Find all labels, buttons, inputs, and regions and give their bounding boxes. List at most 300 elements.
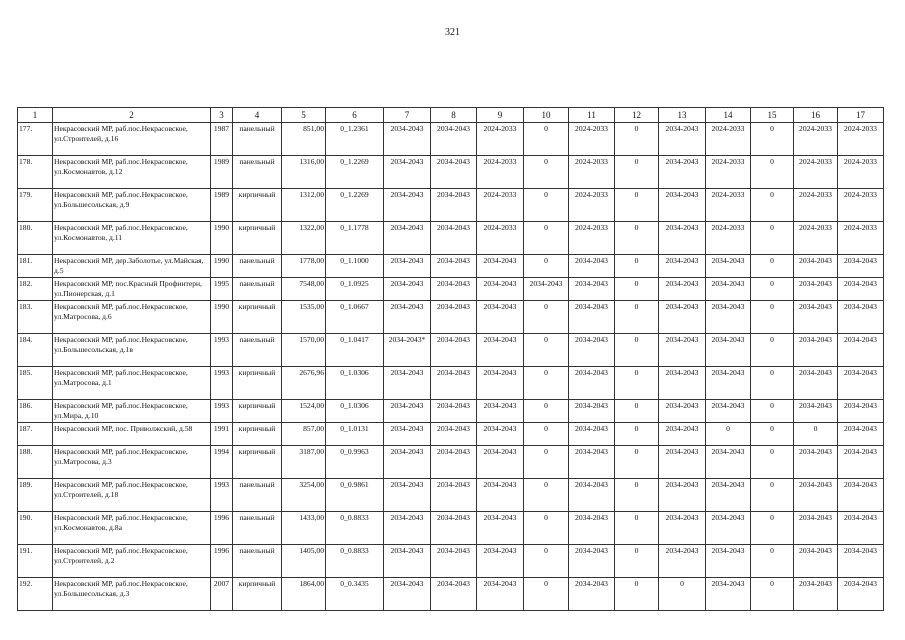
cell-index: 0_1.0925: [326, 278, 384, 301]
column-number-row: [18, 108, 884, 123]
cell-period-13: 2034-2043: [659, 156, 706, 189]
cell-period-17: 2034-2043: [838, 334, 884, 367]
cell-wall-material: кирпичный: [233, 367, 282, 400]
cell-index: 0_1.2269: [326, 156, 384, 189]
cell-index: 0_1.0667: [326, 301, 384, 334]
cell-period-8: 2034-2043: [431, 446, 477, 479]
cell-wall-material: панельный: [233, 278, 282, 301]
cell-period-16: 2024-2033: [794, 189, 838, 222]
cell-wall-material: панельный: [233, 123, 282, 156]
cell-period-8: 2034-2043: [431, 479, 477, 512]
cell-year-built: 2007: [211, 578, 233, 611]
cell-period-7: 2034-2043: [384, 400, 431, 423]
cell-index: 0_0.9963: [326, 446, 384, 479]
cell-period-16: 2034-2043: [794, 578, 838, 611]
cell-area: 1322,00: [282, 222, 326, 255]
cell-period-15: 0: [751, 446, 794, 479]
cell-index: 0_0.3435: [326, 578, 384, 611]
cell-period-7: 2034-2043: [384, 578, 431, 611]
cell-period-15: 0: [751, 512, 794, 545]
cell-period-13: 2034-2043: [659, 479, 706, 512]
cell-address: Некрасовский МР, раб.пос.Некрасовское, ул.Строителей, д.2: [53, 545, 211, 578]
column-number-4: 4: [233, 108, 282, 123]
cell-period-12: 0: [615, 545, 659, 578]
cell-period-8: 2034-2043: [431, 255, 477, 278]
cell-period-10: 0: [524, 222, 569, 255]
cell-period-14: 2024-2033: [706, 189, 751, 222]
cell-row-number: 188.: [18, 446, 53, 479]
cell-period-14: 2034-2043: [706, 334, 751, 367]
cell-period-16: 0: [794, 423, 838, 446]
cell-period-12: 0: [615, 423, 659, 446]
cell-period-8: 2034-2043: [431, 189, 477, 222]
cell-row-number: 181.: [18, 255, 53, 278]
cell-period-8: 2034-2043: [431, 367, 477, 400]
cell-period-11: 2034-2043: [569, 446, 615, 479]
cell-area: 2676,96: [282, 367, 326, 400]
cell-period-16: 2034-2043: [794, 512, 838, 545]
cell-period-8: 2034-2043: [431, 156, 477, 189]
cell-year-built: 1990: [211, 255, 233, 278]
cell-period-10: 0: [524, 446, 569, 479]
cell-area: 1535,00: [282, 301, 326, 334]
column-number-14: 14: [706, 108, 751, 123]
cell-period-11: 2034-2043: [569, 423, 615, 446]
cell-row-number: 190.: [18, 512, 53, 545]
cell-year-built: 1995: [211, 278, 233, 301]
cell-period-15: 0: [751, 423, 794, 446]
cell-period-8: 2034-2043: [431, 278, 477, 301]
cell-period-8: 2034-2043: [431, 301, 477, 334]
cell-area: 3187,00: [282, 446, 326, 479]
cell-period-17: 2034-2043: [838, 423, 884, 446]
cell-period-12: 0: [615, 222, 659, 255]
cell-year-built: 1996: [211, 545, 233, 578]
cell-period-7: 2034-2043: [384, 123, 431, 156]
cell-period-16: 2034-2043: [794, 400, 838, 423]
cell-period-7: 2034-2043: [384, 423, 431, 446]
cell-address: Некрасовский МР, раб.пос.Некрасовское, ул.Строителей, д.16: [53, 123, 211, 156]
cell-period-11: 2024-2033: [569, 222, 615, 255]
cell-period-9: 2034-2043: [477, 578, 524, 611]
cell-period-13: 2034-2043: [659, 446, 706, 479]
cell-period-7: 2034-2043: [384, 446, 431, 479]
cell-period-8: 2034-2043: [431, 123, 477, 156]
cell-period-9: 2034-2043: [477, 512, 524, 545]
cell-index: 0_0.9861: [326, 479, 384, 512]
cell-period-10: 0: [524, 123, 569, 156]
cell-row-number: 177.: [18, 123, 53, 156]
cell-period-14: 2034-2043: [706, 446, 751, 479]
cell-period-17: 2034-2043: [838, 400, 884, 423]
cell-row-number: 182.: [18, 278, 53, 301]
column-number-3: 3: [211, 108, 233, 123]
cell-period-13: 2034-2043: [659, 512, 706, 545]
cell-wall-material: кирпичный: [233, 578, 282, 611]
table-row: [18, 123, 884, 156]
cell-period-8: 2034-2043: [431, 400, 477, 423]
cell-period-17: 2034-2043: [838, 578, 884, 611]
cell-area: 1433,00: [282, 512, 326, 545]
cell-period-11: 2034-2043: [569, 367, 615, 400]
cell-row-number: 189.: [18, 479, 53, 512]
cell-period-9: 2034-2043: [477, 301, 524, 334]
cell-wall-material: панельный: [233, 479, 282, 512]
cell-period-16: 2034-2043: [794, 301, 838, 334]
cell-period-11: 2034-2043: [569, 578, 615, 611]
cell-year-built: 1994: [211, 446, 233, 479]
cell-period-10: 0: [524, 301, 569, 334]
table-row: [18, 545, 884, 578]
table-row: [18, 189, 884, 222]
cell-period-9: 2024-2033: [477, 222, 524, 255]
cell-period-13: 2034-2043: [659, 545, 706, 578]
cell-period-17: 2034-2043: [838, 479, 884, 512]
cell-period-9: 2034-2043: [477, 479, 524, 512]
cell-year-built: 1993: [211, 367, 233, 400]
table-row: [18, 423, 884, 446]
cell-wall-material: кирпичный: [233, 189, 282, 222]
cell-period-16: 2034-2043: [794, 255, 838, 278]
cell-period-17: 2034-2043: [838, 255, 884, 278]
cell-period-9: 2034-2043: [477, 423, 524, 446]
cell-period-9: 2034-2043: [477, 400, 524, 423]
cell-year-built: 1996: [211, 512, 233, 545]
cell-period-17: 2034-2043: [838, 301, 884, 334]
cell-period-8: 2034-2043: [431, 423, 477, 446]
cell-wall-material: кирпичный: [233, 446, 282, 479]
cell-period-8: 2034-2043: [431, 222, 477, 255]
cell-period-9: 2034-2043: [477, 446, 524, 479]
cell-period-15: 0: [751, 189, 794, 222]
cell-row-number: 192.: [18, 578, 53, 611]
cell-wall-material: кирпичный: [233, 400, 282, 423]
cell-period-13: 0: [659, 578, 706, 611]
cell-period-9: 2024-2033: [477, 189, 524, 222]
cell-period-16: 2034-2043: [794, 479, 838, 512]
cell-area: 1316,00: [282, 156, 326, 189]
table-row: [18, 334, 884, 367]
cell-period-16: 2034-2043: [794, 278, 838, 301]
cell-period-7: 2034-2043: [384, 301, 431, 334]
cell-year-built: 1990: [211, 222, 233, 255]
cell-row-number: 186.: [18, 400, 53, 423]
cell-period-15: 0: [751, 156, 794, 189]
cell-period-17: 2024-2033: [838, 189, 884, 222]
page-number: 321: [445, 27, 460, 38]
cell-period-7: 2034-2043: [384, 512, 431, 545]
cell-period-9: 2034-2043: [477, 545, 524, 578]
cell-period-17: 2034-2043: [838, 278, 884, 301]
cell-area: 1778,00: [282, 255, 326, 278]
column-number-2: 2: [53, 108, 211, 123]
cell-period-9: 2024-2033: [477, 156, 524, 189]
cell-period-17: 2024-2033: [838, 222, 884, 255]
cell-period-9: 2024-2033: [477, 123, 524, 156]
cell-period-10: 0: [524, 578, 569, 611]
cell-index: 0_1.2361: [326, 123, 384, 156]
cell-period-13: 2034-2043: [659, 367, 706, 400]
table-row: [18, 278, 884, 301]
cell-period-7: 2034-2043: [384, 255, 431, 278]
cell-period-12: 0: [615, 156, 659, 189]
cell-address: Некрасовский МР, раб.пос.Некрасовское, ул.Большесольская, д.9: [53, 189, 211, 222]
cell-period-15: 0: [751, 255, 794, 278]
cell-period-7: 2034-2043*: [384, 334, 431, 367]
cell-index: 0_1.0131: [326, 423, 384, 446]
cell-period-13: 2034-2043: [659, 301, 706, 334]
cell-period-14: 2024-2033: [706, 156, 751, 189]
cell-index: 0_0.8833: [326, 512, 384, 545]
cell-period-7: 2034-2043: [384, 189, 431, 222]
cell-index: 0_1.2269: [326, 189, 384, 222]
cell-index: 0_1.0417: [326, 334, 384, 367]
cell-period-11: 2024-2033: [569, 123, 615, 156]
cell-period-11: 2034-2043: [569, 545, 615, 578]
cell-period-17: 2034-2043: [838, 512, 884, 545]
cell-area: 857,00: [282, 423, 326, 446]
column-number-12: 12: [615, 108, 659, 123]
column-number-17: 17: [838, 108, 884, 123]
cell-period-13: 2034-2043: [659, 255, 706, 278]
cell-period-17: 2024-2033: [838, 156, 884, 189]
cell-year-built: 1989: [211, 189, 233, 222]
cell-index: 0_1.1778: [326, 222, 384, 255]
cell-period-17: 2024-2033: [838, 123, 884, 156]
cell-index: 0_1.1000: [326, 255, 384, 278]
cell-period-9: 2034-2043: [477, 255, 524, 278]
cell-row-number: 179.: [18, 189, 53, 222]
cell-address: Некрасовский МР, раб.пос.Некрасовское, ул.Мира, д.10: [53, 400, 211, 423]
cell-period-9: 2034-2043: [477, 334, 524, 367]
column-number-16: 16: [794, 108, 838, 123]
cell-period-8: 2034-2043: [431, 512, 477, 545]
cell-period-7: 2034-2043: [384, 278, 431, 301]
cell-period-13: 2034-2043: [659, 123, 706, 156]
cell-period-16: 2034-2043: [794, 334, 838, 367]
cell-period-9: 2034-2043: [477, 278, 524, 301]
cell-period-14: 2034-2043: [706, 400, 751, 423]
cell-row-number: 191.: [18, 545, 53, 578]
cell-year-built: 1990: [211, 301, 233, 334]
table-row: [18, 400, 884, 423]
cell-address: Некрасовский МР, раб.пос.Некрасовское, ул.Космонавтов, д.8а: [53, 512, 211, 545]
cell-area: 3254,00: [282, 479, 326, 512]
column-number-15: 15: [751, 108, 794, 123]
cell-row-number: 183.: [18, 301, 53, 334]
cell-index: 0_0.8833: [326, 545, 384, 578]
cell-row-number: 180.: [18, 222, 53, 255]
cell-address: Некрасовский МР, раб.пос.Некрасовское, ул.Космонавтов, д.11: [53, 222, 211, 255]
cell-wall-material: панельный: [233, 334, 282, 367]
cell-period-10: 0: [524, 479, 569, 512]
cell-period-11: 2024-2033: [569, 189, 615, 222]
cell-year-built: 1993: [211, 334, 233, 367]
cell-period-15: 0: [751, 367, 794, 400]
cell-year-built: 1989: [211, 156, 233, 189]
cell-period-17: 2034-2043: [838, 446, 884, 479]
cell-row-number: 184.: [18, 334, 53, 367]
cell-period-8: 2034-2043: [431, 545, 477, 578]
column-number-9: 9: [477, 108, 524, 123]
cell-period-17: 2034-2043: [838, 545, 884, 578]
cell-period-14: 2024-2033: [706, 222, 751, 255]
cell-period-11: 2034-2043: [569, 278, 615, 301]
cell-address: Некрасовский МР, дер.Заболотье, ул.Майская, д.5: [53, 255, 211, 278]
cell-period-15: 0: [751, 400, 794, 423]
cell-year-built: 1987: [211, 123, 233, 156]
cell-period-7: 2034-2043: [384, 367, 431, 400]
cell-period-13: 2034-2043: [659, 189, 706, 222]
cell-period-7: 2034-2043: [384, 156, 431, 189]
table-row: [18, 222, 884, 255]
cell-address: Некрасовский МР, раб.пос.Некрасовское, ул.Матросова, д.1: [53, 367, 211, 400]
cell-address: Некрасовский МР, раб.пос.Некрасовское, ул.Строителей, д.18: [53, 479, 211, 512]
cell-period-11: 2034-2043: [569, 334, 615, 367]
cell-period-14: 2034-2043: [706, 512, 751, 545]
cell-period-16: 2034-2043: [794, 545, 838, 578]
cell-period-10: 0: [524, 334, 569, 367]
cell-address: Некрасовский МР, раб.пос.Некрасовское, ул.Матросова, д.6: [53, 301, 211, 334]
cell-wall-material: панельный: [233, 255, 282, 278]
cell-period-12: 0: [615, 301, 659, 334]
cell-period-10: 0: [524, 400, 569, 423]
cell-wall-material: панельный: [233, 545, 282, 578]
cell-period-12: 0: [615, 400, 659, 423]
cell-address: Некрасовский МР, раб.пос.Некрасовское, ул.Большесольская, д.3: [53, 578, 211, 611]
table-row: [18, 446, 884, 479]
cell-area: 1405,00: [282, 545, 326, 578]
cell-period-12: 0: [615, 278, 659, 301]
column-number-7: 7: [384, 108, 431, 123]
cell-period-7: 2034-2043: [384, 222, 431, 255]
cell-period-15: 0: [751, 222, 794, 255]
cell-period-16: 2024-2033: [794, 156, 838, 189]
cell-period-11: 2034-2043: [569, 301, 615, 334]
cell-period-14: 2024-2033: [706, 123, 751, 156]
cell-area: 1312,00: [282, 189, 326, 222]
cell-row-number: 185.: [18, 367, 53, 400]
housing-registry-table: [17, 107, 884, 611]
cell-area: 1524,00: [282, 400, 326, 423]
cell-area: 7548,00: [282, 278, 326, 301]
cell-period-8: 2034-2043: [431, 578, 477, 611]
cell-period-15: 0: [751, 578, 794, 611]
cell-wall-material: кирпичный: [233, 222, 282, 255]
cell-period-10: 0: [524, 156, 569, 189]
cell-period-14: 2034-2043: [706, 545, 751, 578]
cell-period-10: 0: [524, 423, 569, 446]
cell-index: 0_1.0306: [326, 367, 384, 400]
cell-period-14: 2034-2043: [706, 255, 751, 278]
column-number-11: 11: [569, 108, 615, 123]
table-row: [18, 578, 884, 611]
cell-period-10: 0: [524, 512, 569, 545]
column-number-6: 6: [326, 108, 384, 123]
cell-area: 1864,00: [282, 578, 326, 611]
cell-period-14: 2034-2043: [706, 479, 751, 512]
cell-period-13: 2034-2043: [659, 334, 706, 367]
column-number-1: 1: [18, 108, 53, 123]
cell-period-10: 2034-2043: [524, 278, 569, 301]
cell-period-13: 2034-2043: [659, 400, 706, 423]
cell-row-number: 187.: [18, 423, 53, 446]
cell-period-8: 2034-2043: [431, 334, 477, 367]
cell-wall-material: панельный: [233, 512, 282, 545]
cell-address: Некрасовский МР, раб.пос.Некрасовское, ул.Большесольская, д.1в: [53, 334, 211, 367]
cell-period-10: 0: [524, 189, 569, 222]
cell-year-built: 1993: [211, 400, 233, 423]
cell-period-15: 0: [751, 479, 794, 512]
cell-wall-material: кирпичный: [233, 423, 282, 446]
cell-period-12: 0: [615, 479, 659, 512]
cell-period-14: 0: [706, 423, 751, 446]
cell-period-16: 2034-2043: [794, 446, 838, 479]
cell-period-15: 0: [751, 278, 794, 301]
cell-wall-material: панельный: [233, 156, 282, 189]
cell-period-13: 2034-2043: [659, 278, 706, 301]
column-number-8: 8: [431, 108, 477, 123]
table-row: [18, 367, 884, 400]
table-row: [18, 255, 884, 278]
cell-period-11: 2034-2043: [569, 400, 615, 423]
cell-period-10: 0: [524, 545, 569, 578]
cell-period-17: 2034-2043: [838, 367, 884, 400]
cell-period-12: 0: [615, 578, 659, 611]
cell-period-9: 2034-2043: [477, 367, 524, 400]
cell-wall-material: кирпичный: [233, 301, 282, 334]
cell-row-number: 178.: [18, 156, 53, 189]
cell-period-14: 2034-2043: [706, 367, 751, 400]
cell-period-10: 0: [524, 367, 569, 400]
column-number-13: 13: [659, 108, 706, 123]
table-row: [18, 479, 884, 512]
cell-year-built: 1993: [211, 479, 233, 512]
cell-year-built: 1991: [211, 423, 233, 446]
cell-period-14: 2034-2043: [706, 301, 751, 334]
cell-period-12: 0: [615, 367, 659, 400]
cell-period-12: 0: [615, 255, 659, 278]
cell-period-11: 2034-2043: [569, 512, 615, 545]
cell-period-12: 0: [615, 123, 659, 156]
cell-period-7: 2034-2043: [384, 545, 431, 578]
table-row: [18, 512, 884, 545]
cell-period-12: 0: [615, 189, 659, 222]
cell-period-13: 2034-2043: [659, 423, 706, 446]
cell-period-7: 2034-2043: [384, 479, 431, 512]
cell-period-15: 0: [751, 545, 794, 578]
cell-period-11: 2034-2043: [569, 255, 615, 278]
cell-period-14: 2034-2043: [706, 578, 751, 611]
cell-period-12: 0: [615, 512, 659, 545]
cell-period-15: 0: [751, 123, 794, 156]
column-number-10: 10: [524, 108, 569, 123]
cell-index: 0_1.0306: [326, 400, 384, 423]
cell-period-16: 2024-2033: [794, 222, 838, 255]
cell-area: 851,00: [282, 123, 326, 156]
cell-period-10: 0: [524, 255, 569, 278]
cell-period-16: 2034-2043: [794, 367, 838, 400]
cell-period-11: 2034-2043: [569, 479, 615, 512]
table-row: [18, 301, 884, 334]
cell-address: Некрасовский МР, раб.пос.Некрасовское, ул.Космонавтов, д.12: [53, 156, 211, 189]
cell-area: 1570,00: [282, 334, 326, 367]
cell-address: Некрасовский МР, раб.пос.Некрасовское, ул.Матросова, д.3: [53, 446, 211, 479]
cell-period-13: 2034-2043: [659, 222, 706, 255]
cell-period-12: 0: [615, 334, 659, 367]
cell-period-11: 2024-2033: [569, 156, 615, 189]
cell-period-12: 0: [615, 446, 659, 479]
